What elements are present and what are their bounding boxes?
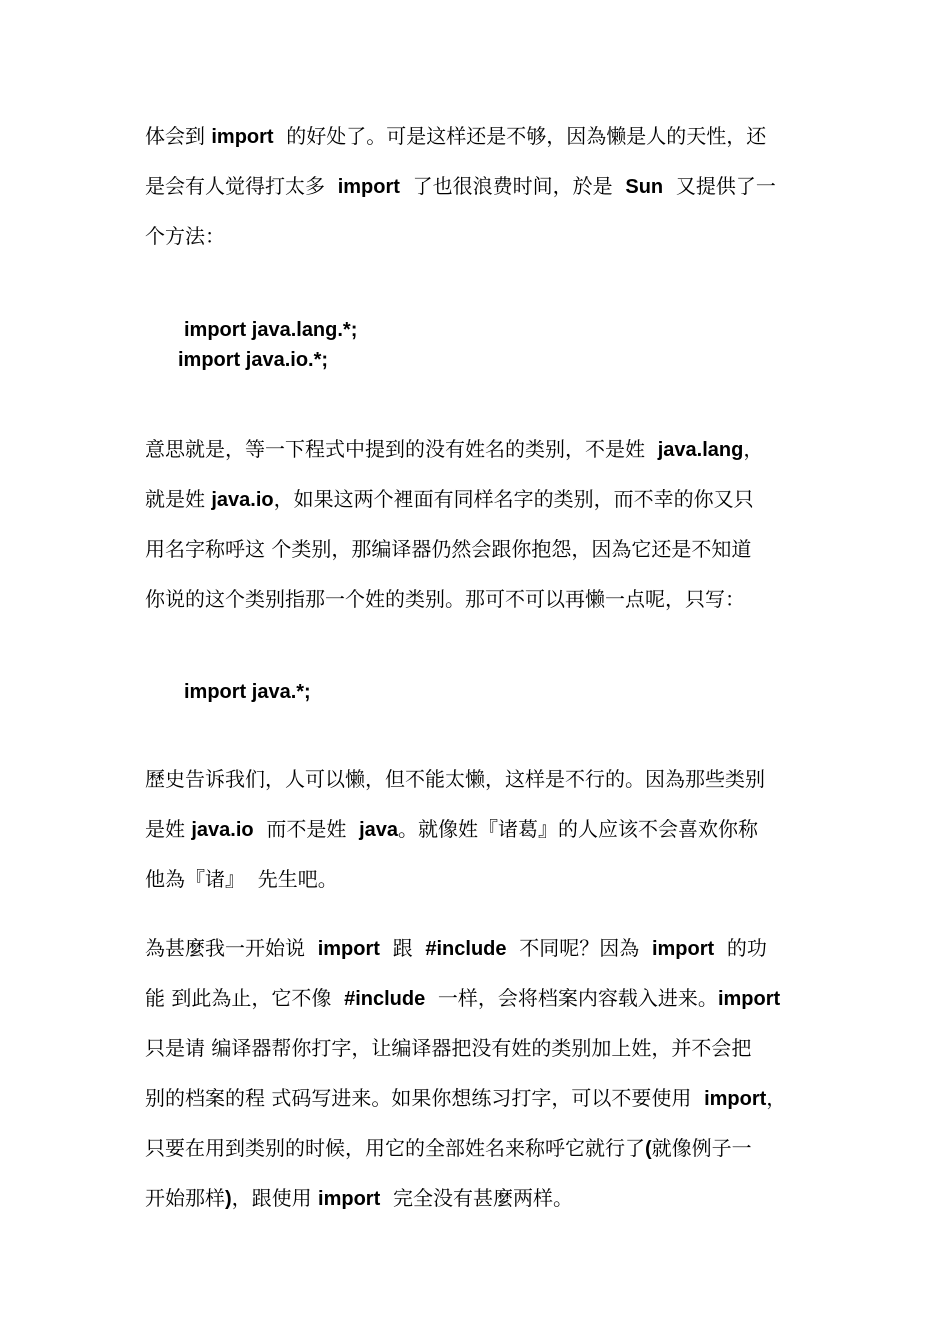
text-run: 就像例子一 (651, 1136, 752, 1160)
text-run: 开始那样 (145, 1186, 225, 1210)
paragraph-line (145, 124, 766, 149)
text-run: 。就像姓『诸葛』的人应该不会喜欢你称 (398, 817, 758, 841)
inline-code-term: Sun (625, 176, 664, 198)
text-run: 的功 (714, 936, 767, 960)
text-run: 他為『诸』 先生吧。 (145, 867, 338, 891)
text-run: 是姓 (145, 817, 192, 841)
text-run: ， (766, 1086, 787, 1110)
code-line: import java.lang.*; (184, 319, 358, 341)
paragraph-line (145, 587, 745, 611)
text-run: ，跟使用 (231, 1186, 319, 1210)
inline-code-term: ) (225, 1188, 232, 1210)
paragraph-line (145, 986, 780, 1011)
text-run: 只是请 编译器帮你打字，让编译器把没有姓的类别加上姓，并不会把 (145, 1036, 752, 1060)
text-run: 了也很浪费时间，於是 (399, 174, 626, 198)
inline-code-term: import (211, 126, 274, 148)
inline-code-term: java.lang (657, 439, 744, 461)
text-run: 一样，会将档案内容载入进来。 (425, 986, 718, 1010)
text-run: 而不是姓 (253, 817, 360, 841)
inline-code-term: ( (645, 1138, 652, 1160)
text-run: 的好处了。可是这样还是不够，因為懒是人的天性，还 (273, 124, 767, 148)
inline-code-term: import (651, 938, 715, 960)
text-run: 為甚麼我一开始说 (145, 936, 318, 960)
text-run: 跟 (379, 936, 426, 960)
inline-code-term: import (317, 938, 380, 960)
code-line: import java.*; (184, 681, 311, 703)
paragraph-line (145, 817, 758, 842)
inline-code-term: import (717, 988, 781, 1010)
paragraph-line (145, 936, 767, 961)
paragraph-line (145, 174, 776, 199)
text-run: ， (743, 437, 764, 461)
text-run: 又提供了一 (663, 174, 776, 198)
paragraph-line (145, 1036, 751, 1060)
text-run: 你说的这个类别指那一个姓的类别。那可不可以再懒一点呢，只写： (145, 587, 745, 611)
paragraph-line (145, 437, 763, 462)
text-run: 能 到此為止，它不像 (145, 986, 345, 1010)
paragraph-line (145, 767, 765, 791)
code-line: import java.io.*; (178, 349, 329, 371)
text-run: 别的档案的程 式码写进来。如果你想练习打字，可以不要使用 (145, 1086, 705, 1110)
inline-code-term: import (337, 176, 400, 198)
text-run: 就是姓 (145, 487, 212, 511)
text-run: 意思就是，等一下程式中提到的没有姓名的类别，不是姓 (145, 437, 658, 461)
text-run: ，如果这两个裡面有同样名字的类别，而不幸的你又只 (273, 487, 754, 511)
inline-code-term: java.io (211, 489, 274, 511)
paragraph-line (145, 224, 225, 248)
text-run: 不同呢？因為 (506, 936, 652, 960)
paragraph-line (145, 1186, 573, 1211)
paragraph-line (145, 1086, 786, 1111)
text-run: 完全没有甚麼两样。 (380, 1186, 573, 1210)
paragraph-line (145, 537, 751, 561)
text-run: 只要在用到类别的时候，用它的全部姓名来称呼它就行了 (145, 1136, 645, 1160)
inline-code-term: #include (344, 988, 426, 1010)
inline-code-term: #include (425, 938, 507, 960)
paragraph-line (145, 487, 754, 512)
text-run: 用名字称呼这 个类别，那编译器仍然会跟你抱怨，因為它还是不知道 (145, 537, 752, 561)
text-run: 是会有人觉得打太多 (145, 174, 338, 198)
text-run: 歷史告诉我们，人可以懒，但不能太懒，这样是不行的。因為那些类别 (145, 767, 765, 791)
inline-code-term: import (318, 1188, 381, 1210)
text-run: 体会到 (145, 124, 212, 148)
inline-code-term: java (359, 819, 398, 841)
text-run: 个方法： (145, 224, 225, 248)
inline-code-term: import (704, 1088, 767, 1110)
paragraph-line (145, 867, 338, 891)
paragraph-line (145, 1136, 752, 1161)
inline-code-term: java.io (191, 819, 254, 841)
